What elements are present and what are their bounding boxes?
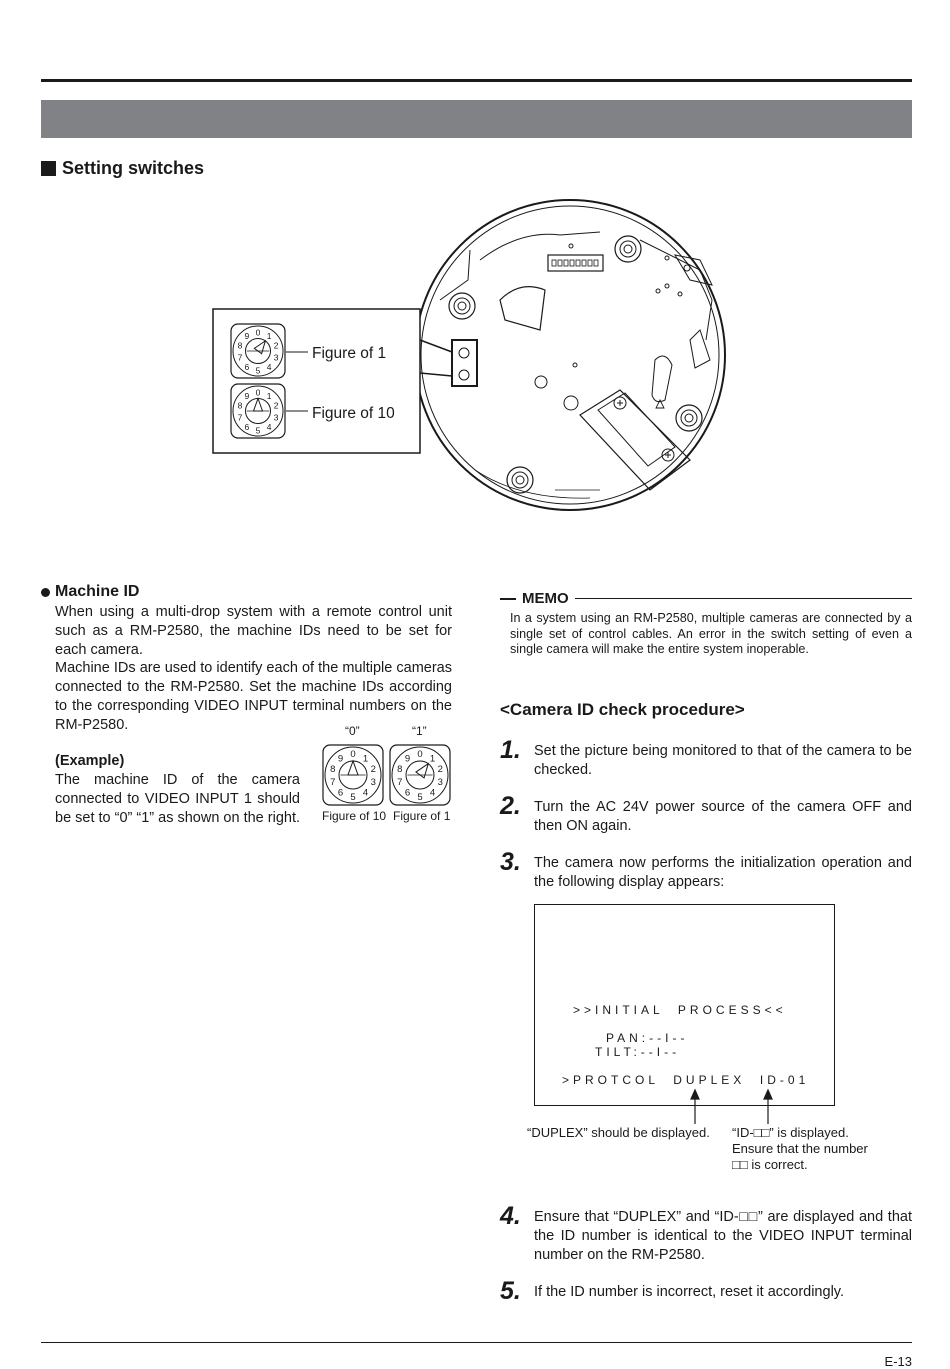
bullet-icon: [41, 588, 50, 597]
dial-digit: 2: [437, 763, 443, 775]
dial-digit: 1: [362, 753, 369, 765]
dial-right-label: “1”: [412, 724, 427, 738]
dial-right-caption: Figure of 1: [393, 809, 451, 823]
step-number: 3.: [500, 848, 521, 876]
dial-digit: 5: [350, 791, 356, 803]
dial-digit: 3: [370, 777, 376, 789]
dial-digit: 3: [273, 412, 279, 423]
dial-digit: 3: [437, 777, 443, 789]
dial-digit: 8: [237, 340, 243, 351]
top-rule: [41, 79, 912, 82]
page-number: E-13: [884, 1354, 912, 1369]
duplex-note: “DUPLEX” should be displayed.: [527, 1125, 710, 1140]
dial-digit: 6: [404, 787, 411, 799]
dial-digit: 0: [255, 387, 261, 398]
step-1: [500, 736, 912, 780]
memo-box: [500, 590, 912, 658]
figure-of-1-label: Figure of 1: [312, 345, 387, 362]
step-number: 2.: [500, 792, 521, 820]
dial-digit: 2: [370, 763, 376, 775]
memo-heading: [500, 590, 912, 607]
dial-digit: 5: [255, 365, 261, 376]
machine-id-paragraph-2: Machine IDs are used to identify each of the multiple cameras connected to the RM-P2580. Set the machine IDs according to the corresponding VIDEO INPUT terminal numbers on the RM-P2580.: [55, 660, 452, 733]
dial-digit: 9: [404, 753, 411, 765]
id-note-line-3: □□ is correct.: [732, 1157, 808, 1172]
step-number: 4.: [500, 1202, 521, 1230]
id-note-line-2: Ensure that the number: [732, 1141, 868, 1156]
dial-digit: 7: [237, 412, 243, 423]
dial-left-caption: Figure of 10: [322, 809, 387, 823]
step-5: [500, 1277, 912, 1305]
dial-digit: 1: [429, 753, 436, 765]
rotary-switch-example-1: [390, 745, 450, 805]
dial-left-label: “0”: [345, 724, 360, 738]
step-number: 1.: [500, 736, 521, 764]
dial-digit: 5: [417, 791, 423, 803]
step-text: If the ID number is incorrect, reset it accordingly.: [534, 1284, 844, 1300]
dial-digit: 6: [337, 787, 344, 799]
dial-digit: 6: [244, 421, 250, 432]
rotary-switch-example-10: [323, 745, 383, 805]
dial-digit: 0: [350, 749, 356, 761]
step-4: [500, 1202, 912, 1265]
dial-digit: 9: [244, 331, 250, 342]
display-line-tilt: TILT:--I--: [595, 1045, 681, 1059]
display-line-protocol: >PROTCOL DUPLEX ID-01: [562, 1073, 810, 1087]
dial-digit: 4: [362, 787, 369, 799]
dial-digit: 0: [255, 327, 261, 338]
dial-digit: 6: [244, 361, 250, 372]
dial-digit: 1: [266, 391, 272, 402]
machine-id-heading: [41, 583, 139, 601]
example-heading: (Example): [55, 753, 125, 769]
dial-digit: 4: [266, 361, 272, 372]
dial-digit: 8: [397, 763, 403, 775]
dial-digit: 3: [273, 352, 279, 363]
callout-arrows: [680, 1088, 780, 1128]
display-line-pan: PAN:--I--: [606, 1031, 689, 1045]
display-line-initial: >>INITIAL PROCESS<<: [573, 1003, 787, 1017]
dial-digit: 4: [266, 421, 272, 432]
square-bullet-icon: [41, 161, 56, 176]
machine-id-title: Machine ID: [55, 583, 140, 600]
step-2: [500, 792, 912, 836]
rotary-switch-figure-of-10: [231, 384, 285, 438]
dial-digit: 1: [266, 331, 272, 342]
dial-digit: 9: [337, 753, 344, 765]
rotary-switch-figure-of-1: [231, 324, 285, 378]
step-number: 5.: [500, 1277, 521, 1305]
dial-digit: 8: [330, 763, 336, 775]
monitor-display: [534, 904, 835, 1106]
section-title: Setting switches: [62, 158, 205, 178]
example-dials: [318, 742, 458, 810]
dial-digit: 7: [330, 777, 336, 789]
dial-digit: 7: [237, 352, 243, 363]
dial-digit: 8: [237, 400, 243, 411]
memo-title: MEMO: [522, 590, 569, 607]
dial-digit: 2: [273, 400, 279, 411]
dial-digit: 2: [273, 340, 279, 351]
step-text: Ensure that “DUPLEX” and “ID-□□” are displayed and that the ID number is identical to the VIDEO INPUT terminal number on the RM-P2580.: [534, 1209, 912, 1263]
step-text: Turn the AC 24V power source of the camera OFF and then ON again.: [534, 799, 912, 834]
step-text: Set the picture being monitored to that of the camera to be checked.: [534, 743, 912, 778]
example-text: The machine ID of the camera connected to VIDEO INPUT 1 should be set to “0” “1” as shown on the right.: [55, 772, 301, 826]
dial-digit: 9: [244, 391, 250, 402]
memo-text: In a system using an RM-P2580, multiple cameras are connected by a single set of control cables. An error in the switch setting of even a single camera will make the entire system inoperable.: [510, 611, 912, 656]
camera-base-diagram: [0, 190, 950, 520]
header-band: [41, 100, 912, 138]
machine-id-paragraph-1: When using a multi-drop system with a remote control unit such as a RM-P2580, the machine IDs need to be set for each camera.: [55, 604, 452, 658]
machine-id-body: [55, 603, 452, 735]
id-note-line-1: “ID-□□” is displayed.: [732, 1125, 849, 1140]
bottom-rule: [41, 1342, 912, 1343]
figure-of-10-label: Figure of 10: [312, 405, 395, 422]
step-text: The camera now performs the initialization operation and the following display appears:: [534, 855, 912, 890]
dial-digit: 7: [397, 777, 403, 789]
dial-digit: 4: [429, 787, 436, 799]
procedure-title: <Camera ID check procedure>: [500, 700, 745, 719]
step-3: [500, 848, 912, 892]
dial-digit: 5: [255, 425, 261, 436]
dial-digit: 0: [417, 749, 423, 761]
section-heading: [41, 158, 204, 179]
